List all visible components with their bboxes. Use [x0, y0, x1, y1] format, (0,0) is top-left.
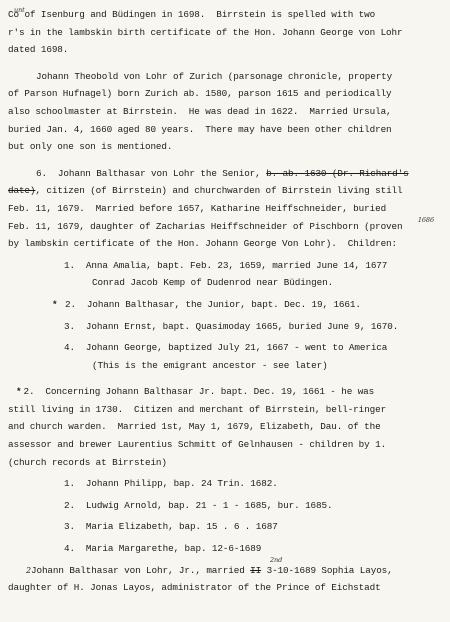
struck-text: II	[250, 564, 262, 576]
document-page	[0, 6, 450, 622]
list-item: 1. Johann Philipp, bap. 24 Trin. 1682.	[64, 478, 278, 490]
text-fragment: 2. Johann Balthasar, the Junior, bapt. Dec. 19, 1661.	[64, 298, 361, 310]
text-line	[8, 215, 436, 236]
text-line: also schoolmaster at Birrstein. He was dead in 1622. Married Ursula,	[8, 105, 392, 117]
text-fragment: Johann Balthasar von Lohr, Jr., married	[31, 564, 245, 576]
text-line: r's in the lambskin birth certificate of the Hon. Johann George von Lohr	[8, 26, 403, 38]
text-fragment: of Isenburg and Büdingen in 1698. Birrstein is spelled with two	[24, 9, 376, 20]
text-line: (church records at Birrstein)	[8, 456, 167, 468]
text-line: assessor and brewer Laurentius Schmitt of Gelnhausen - children by 1.	[8, 439, 387, 451]
text-line: by lambskin certificate of the Hon. Johann George Von Lohr). Children:	[8, 238, 398, 250]
text-line: and church warden. Married 1st, May 1, 1679, Elizabeth, Dau. of the	[8, 421, 381, 433]
text-line: of Parson Hufnagel) born Zurich ab. 1580, parson 1615 and periodically	[8, 88, 392, 100]
text-line: but only one son is mentioned.	[8, 141, 173, 153]
text-line: Feb. 11, 1679. Married before 1657, Katharine Heiffschneider, buried	[8, 202, 387, 214]
handwritten-insertion: unt	[14, 6, 25, 14]
list-item: 4. Maria Margarethe, bap. 12-6-1689	[64, 543, 262, 555]
handwritten-insertion: 2nd	[270, 555, 283, 564]
text-fragment: 3-10-1689 Sophia Layos,	[261, 564, 393, 576]
text-fragment: 6. Johann Balthasar von Lohr the Senior,	[36, 167, 261, 179]
text-line	[8, 555, 436, 580]
asterisk-mark: *	[16, 386, 22, 398]
text-line	[8, 383, 436, 401]
text-line: daughter of H. Jonas Layos, administrator of the Prince of Eichstadt	[8, 582, 381, 594]
list-item: 3. Maria Elizabeth, bap. 15 . 6 . 1687	[64, 521, 278, 533]
text-fragment: 2. Concerning Johann Balthasar Jr. bapt. Dec. 19, 1661 - he was	[23, 386, 375, 398]
list-item	[8, 296, 436, 314]
text-line: Johann Theobold von Lohr of Zurich (parsonage chronicle, property	[36, 70, 393, 82]
text-line: dated 1698.	[8, 44, 69, 56]
list-item: 3. Johann Ernst, bapt. Quasimoday 1665, buried June 9, 1670.	[64, 320, 399, 332]
text-fragment: , citizen (of Birrstein) and churchwarden of Birrstein living still	[35, 185, 403, 197]
struck-text: date)	[8, 185, 36, 197]
text-line: still living in 1730. Citizen and merchant of Birrstein, bell-ringer	[8, 403, 387, 415]
struck-text: b. ab. 1630 (Dr. Richard's	[266, 167, 409, 179]
text-fragment: Co	[8, 9, 19, 20]
list-item: Conrad Jacob Kemp of Dudenrod near Büdingen.	[92, 277, 334, 289]
text-line	[8, 182, 436, 200]
text-fragment: Feb. 11, 1679, daughter of Zacharias Heiffschneider of Pischborn (proven	[8, 220, 403, 232]
list-item: 2. Ludwig Arnold, bap. 21 - 1 - 1685, bur. 1685.	[64, 499, 333, 511]
handwritten-number: 2	[26, 565, 31, 575]
handwritten-margin-note: 1686	[417, 215, 434, 224]
list-item: 1. Anna Amalia, bapt. Feb. 23, 1659, married June 14, 1677	[64, 259, 388, 271]
asterisk-mark: *	[52, 298, 58, 310]
list-item: (This is the emigrant ancestor - see later)	[92, 359, 328, 371]
text-line: buried Jan. 4, 1660 aged 80 years. There may have been other children	[8, 123, 392, 135]
list-item: 4. Johann George, baptized July 21, 1667 - went to America	[64, 342, 388, 354]
text-line	[8, 6, 436, 24]
text-line	[8, 165, 436, 183]
